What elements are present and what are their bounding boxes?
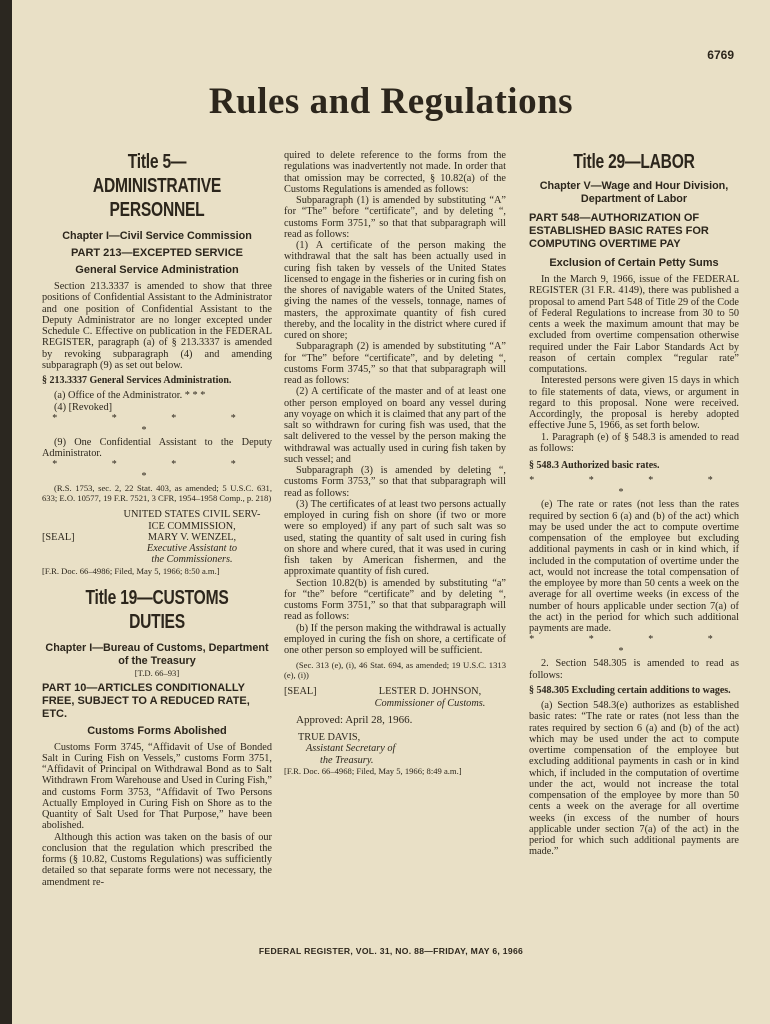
title-5-heading: Title 5—ADMINISTRATIVE PERSONNEL xyxy=(92,151,222,221)
signature-org xyxy=(42,509,272,532)
ellipsis-stars: * * * * * xyxy=(52,459,262,483)
column-3 xyxy=(529,150,739,858)
part-heading: PART 548—AUTHORIZATION OF ESTABLISHED BASIC RATES FOR COMPUTING OVERTIME PAY xyxy=(529,212,709,250)
paragraph: (9) One Confidential Assistant to the Deputy Administrator. xyxy=(42,436,272,459)
paragraph: Section 213.3337 is amended to show that three positions of Confidential Assistant to the Administrator and one position of Confidential Assistant to the Deputy Administrator are no longer excepted under Schedule C. Effective on publication in the FEDERAL REGISTER, paragraph (a) of § 213.3337 is amended by revoking subparagraph (4) and amending subparagraph (9) as set out below. xyxy=(42,281,272,371)
paragraph: Section 10.82(b) is amended by substituting “a” for “the” before “certificate” and by deleting “, customs Form 3751,” so that that subparagraph will read as follows: xyxy=(284,577,506,623)
signature-name: LESTER D. JOHNSON, xyxy=(378,686,482,698)
paragraph: (1) A certificate of the person making the withdrawal that the salt has been actually used in curing fish taken by vessels of the United States licensed to engage in the fisheries or in curing fish on the shores of navigable waters of the United States, giving the names of the vessels, tonnage, names of masters, the approximate quantity of fish cured thereby, and the locality in the district where cured if cured on shore; xyxy=(284,240,506,341)
signature-title: Commissioner of Customs. xyxy=(374,697,486,709)
fr-doc-note: [F.R. Doc. 66–4968; Filed, May 5, 1966; 8:49 a.m.] xyxy=(284,765,462,776)
chapter-heading: Chapter V—Wage and Hour Division, Department of Labor xyxy=(539,180,729,205)
paragraph: (b) If the person making the withdrawal is actually employed in curing the fish on shore, a certificate of one other person so employed will be sufficient. xyxy=(284,622,506,656)
paragraph: (3) The certificates of at least two persons actually employed in curing fish on shore (if two or more were so employed) if any part of such salt was so used, stating the quantity of salt used in curing fish on shore and where cured, that it was used in curing fish taken by American fishermen, and the approximate quantity of fish cured. xyxy=(284,498,506,578)
signature-block-2 xyxy=(284,732,506,766)
chapter-heading: Chapter I—Civil Service Commission xyxy=(62,230,252,242)
part-heading: PART 10—ARTICLES CONDITIONALLY FREE, SUBJECT TO A REDUCED RATE, ETC. xyxy=(42,681,250,720)
ellipsis-stars: * * * * * xyxy=(52,412,262,436)
paragraph: (2) A certificate of the master and of at least one other person employed on board any vessel during any voyage on which it is claimed that any part of the salt so withdrawn for curing fish was used, that the salt delivered to the vessel by the person making the withdrawal was actually used in curing fish taken by such vessel; and xyxy=(284,386,506,465)
paragraph: Subparagraph (2) is amended by substituting “A” for “The” before “certificate”, and by deleting “, customs Form 3745,” so that that subparagraph will read as follows: xyxy=(284,341,506,386)
section-label: § 548.305 Excluding certain additions to wages. xyxy=(529,684,731,696)
masthead-title: Rules and Regulations xyxy=(208,81,574,122)
signature-org-line: ICE COMMISSION, xyxy=(148,520,236,532)
signature-block xyxy=(42,532,272,566)
page-footer: FEDERAL REGISTER, VOL. 31, NO. 88—FRIDAY, MAY 6, 1966 xyxy=(258,946,524,956)
ellipsis-stars: * * * * * xyxy=(529,475,739,499)
page-number: 6769 xyxy=(707,48,734,62)
title-29-heading: Title 29—LABOR xyxy=(573,151,695,173)
paragraph: (e) The rate or rates (not less than the rates required by section 6 (a) and (b) of the act) which may be used under the act to compute overtime compensation of the employee but excluding additional payments in cash or in kind which, if included in the computation of overtime under the act, would not increase the total compensation of the employee by more than 50 cents a week on the average for all overtime weeks (in excess of the number of hours applicable under section 7(a) of the act) in the period for which such additional payments are made. xyxy=(529,499,739,634)
paragraph: In the March 9, 1966, issue of the FEDERAL REGISTER (31 F.R. 4149), there was published a proposal to amend Part 548 of Title 29 of the Code of Federal Regulations to increase from 30 to 50 cents a week the maximum amount that may be excluded from overtime compensation otherwise required under the Fair Labor Standards Act by reason of certain complex “regular rate” computations. xyxy=(529,274,739,375)
paragraph: Customs Form 3745, “Affidavit of Use of Bonded Salt in Curing Fish on Vessels,” customs Form 3751, “Affidavit of Principal on Withdrawal Bond as to Salt Withdrawn From Warehouse and Used in Curing Fish,” and customs Form 3753, “Affidavit of Two Persons Actually Employed in Curing Fish on Shore as to the Quantity of Salt Used for That Purpose,” have been abolished. xyxy=(42,741,272,832)
signature-name: TRUE DAVIS, xyxy=(298,732,361,743)
paragraph: (a) Office of the Administrator. * * * xyxy=(54,390,206,402)
document-page xyxy=(12,0,770,1024)
signature-name: MARY V. WENZEL, xyxy=(147,531,237,543)
fr-doc-note: [F.R. Doc. 66–4986; Filed, May 5, 1966; 8:50 a.m.] xyxy=(42,565,220,576)
column-2 xyxy=(284,150,506,776)
signature-title: the Treasury. xyxy=(320,754,374,766)
signature-block xyxy=(284,686,506,709)
section-heading: General Service Administration xyxy=(75,264,239,276)
ellipsis-stars: * * * * * xyxy=(529,634,739,658)
section-heading: Customs Forms Abolished xyxy=(87,724,227,737)
paragraph: (a) Section 548.3(e) authorizes as established basic rates: “The rate or rates (not less than the rates required by section 6 (a) and (b) of the act) which may be used under the act to compute overtime compensation of the employee but excluding additional payments in cash or in kind which, if included in the computation of overtime under the act, would not increase the total compensation of the employee by more than 50 cents a week on the average for all overtime weeks (in excess of the number of hours applicable under section 7(a) of the act) in the period for which such additional payments are made.” xyxy=(529,700,739,858)
part-heading: PART 213—EXCEPTED SERVICE xyxy=(71,247,243,259)
column-1 xyxy=(42,150,272,888)
paragraph: Subparagraph (3) is amended by deleting “, customs Form 3753,” so that that subparagraph will read as follows: xyxy=(284,465,506,499)
td-number: [T.D. 66–93] xyxy=(134,667,180,678)
citation: (Sec. 313 (e), (i), 46 Stat. 694, as amended; 19 U.S.C. 1313 (e), (i)) xyxy=(284,660,506,681)
section-label: § 548.3 Authorized basic rates. xyxy=(529,460,660,471)
signature-title: Executive Assistant to xyxy=(146,543,238,554)
title-19-heading: Title 19—CUSTOMS DUTIES xyxy=(85,586,229,633)
paragraph: quired to delete reference to the forms from the regulations was inadvertently not made. In order that that omission may be corrected, § 10.82(a) of the Customs Regulations is amended as follows: xyxy=(284,150,506,195)
approved-line: Approved: April 28, 1966. xyxy=(296,713,413,726)
paragraph: Although this action was taken on the basis of our conclusion that the regulation which prescribed the forms (§ 10.82, Customs Regulations) was sufficiently detailed so that separate forms were not necessary, the amendment re- xyxy=(42,831,272,888)
seal-label: [SEAL] xyxy=(284,686,317,698)
paragraph: 1. Paragraph (e) of § 548.3 is amended to read as follows: xyxy=(529,431,739,454)
paragraph: 2. Section 548.305 is amended to read as follows: xyxy=(529,658,739,681)
signature-org-line: UNITED STATES CIVIL SERV- xyxy=(123,509,261,521)
seal-label: [SEAL] xyxy=(42,531,75,543)
signature-title: Assistant Secretary of xyxy=(306,743,396,755)
chapter-heading: Chapter I—Bureau of Customs, Department of the Treasury xyxy=(45,641,269,667)
signature-title: the Commissioners. xyxy=(151,554,233,566)
section-label: § 213.3337 General Services Administration. xyxy=(42,375,232,386)
section-heading: Exclusion of Certain Petty Sums xyxy=(549,257,719,269)
paragraph: Interested persons were given 15 days in which to file statements of data, views, or argument in regard to this proposal. None were received. Accordingly, the proposal is hereby adopted effective June 5, 1966, as set forth below. xyxy=(529,375,739,432)
citation: (R.S. 1753, sec. 2, 22 Stat. 403, as amended; 5 U.S.C. 631, 633; E.O. 10577, 19 F.R. 7521, 3 CFR, 1954–1958 Comp., p. 218) xyxy=(42,483,272,504)
paragraph: Subparagraph (1) is amended by substituting “A” for “The” before “certificate”, and by deleting “, customs Form 3751,” so that that subparagraph will read as follows: xyxy=(284,195,506,240)
paragraph: (4) [Revoked] xyxy=(54,401,113,413)
page-binding-edge xyxy=(0,0,12,1024)
